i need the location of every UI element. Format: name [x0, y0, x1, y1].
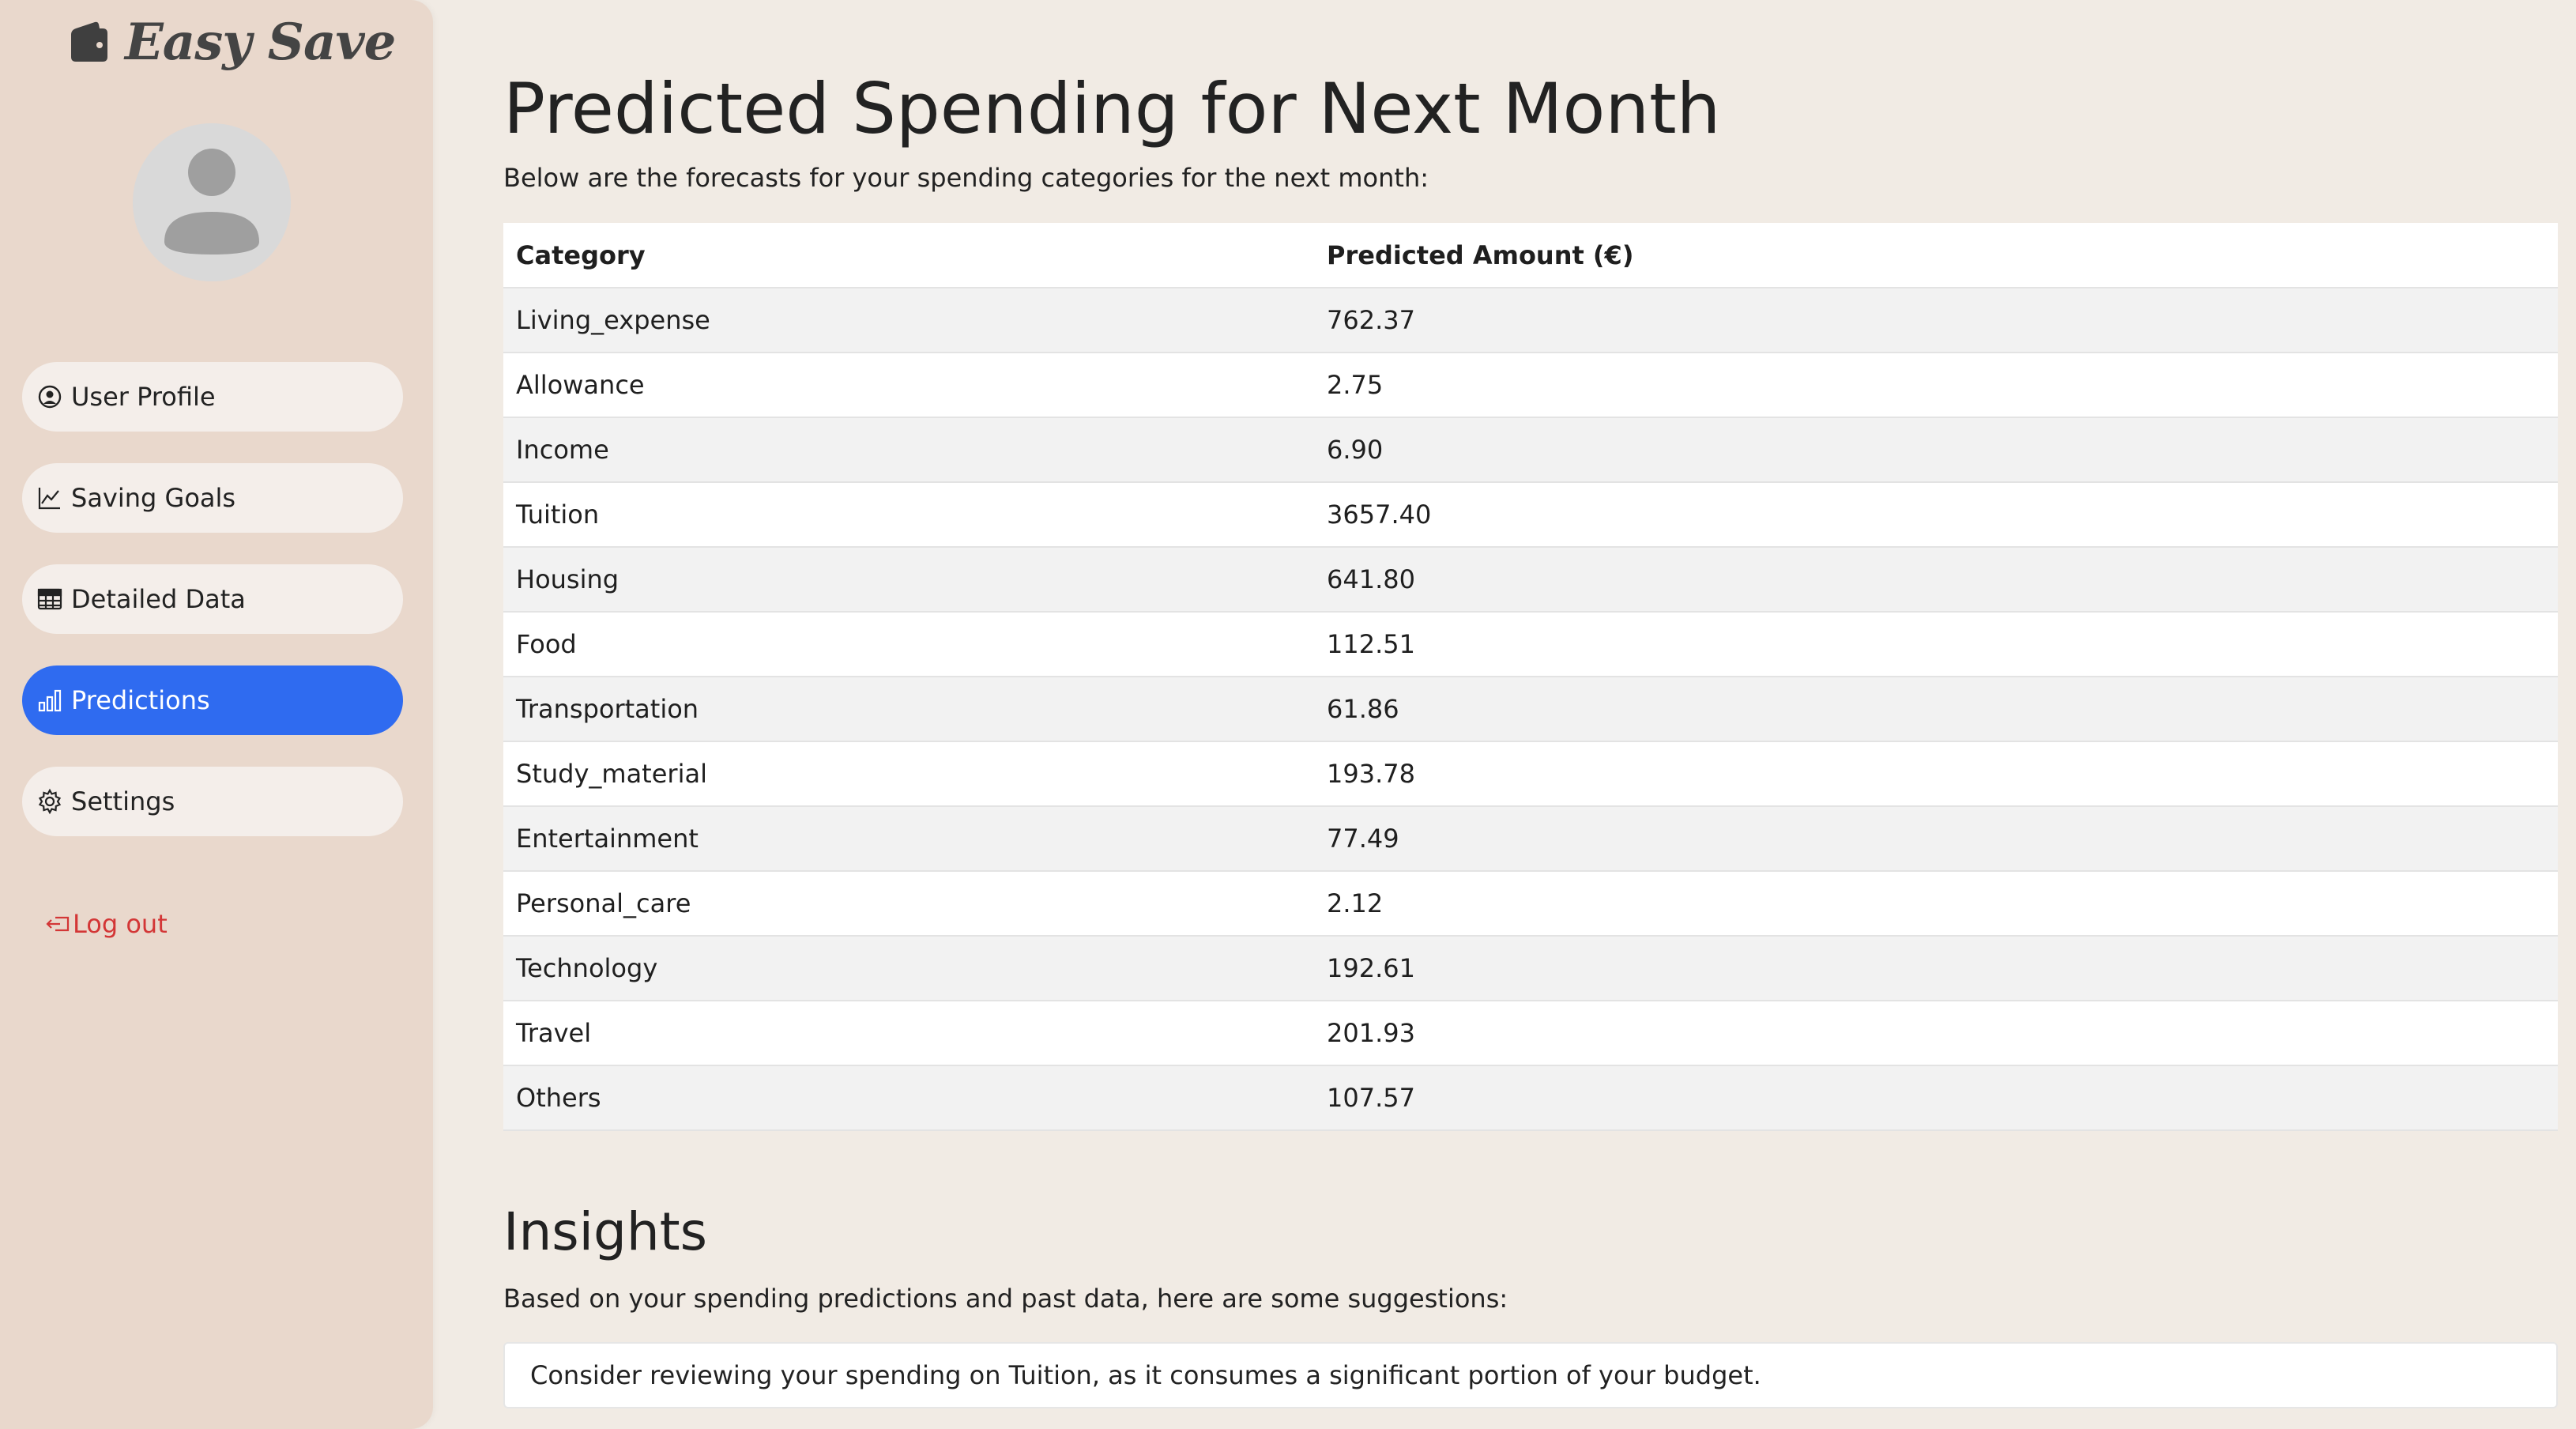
insights-title: Insights [503, 1201, 708, 1262]
cell-amount: 2.75 [1314, 353, 2558, 417]
sidebar-item-detailed-data[interactable] [22, 564, 403, 634]
cell-amount: 193.78 [1314, 741, 2558, 806]
table-row [503, 936, 2558, 1001]
table-row [503, 1065, 2558, 1130]
table-row [503, 482, 2558, 547]
table-row [503, 353, 2558, 417]
cell-amount: 762.37 [1314, 288, 2558, 353]
table-header-row [503, 223, 2558, 288]
cell-category: Others [503, 1065, 1314, 1130]
cell-category: Living_expense [503, 288, 1314, 353]
wallet-icon [63, 17, 114, 68]
cell-category: Income [503, 417, 1314, 482]
table-row [503, 741, 2558, 806]
cell-amount: 2.12 [1314, 871, 2558, 936]
table-row [503, 288, 2558, 353]
cell-category: Housing [503, 547, 1314, 612]
sidebar-item-user-profile[interactable] [22, 362, 403, 432]
insight-text: Consider reviewing your spending on Tuition, as it consumes a significant portion of your budget. [530, 1360, 1761, 1390]
cell-amount: 61.86 [1314, 677, 2558, 741]
brand-logo[interactable] [63, 13, 396, 72]
cell-category: Entertainment [503, 806, 1314, 871]
table-row [503, 677, 2558, 741]
logout-icon [44, 911, 71, 937]
cell-amount: 641.80 [1314, 547, 2558, 612]
cell-amount: 6.90 [1314, 417, 2558, 482]
sidebar-nav [22, 362, 403, 868]
insights-subtitle: Based on your spending predictions and past data, here are some suggestions: [503, 1284, 1508, 1314]
cell-category: Travel [503, 1001, 1314, 1065]
cell-amount: 192.61 [1314, 936, 2558, 1001]
cell-category: Tuition [503, 482, 1314, 547]
cell-amount: 112.51 [1314, 612, 2558, 677]
page-title: Predicted Spending for Next Month [503, 68, 1721, 149]
cell-amount: 201.93 [1314, 1001, 2558, 1065]
line-chart-icon [36, 485, 63, 511]
table-row [503, 612, 2558, 677]
sidebar-item-label: Predictions [71, 685, 210, 715]
user-circle-icon [36, 383, 63, 410]
cell-category: Food [503, 612, 1314, 677]
page-subtitle: Below are the forecasts for your spending categories for the next month: [503, 163, 1429, 193]
cell-category: Personal_care [503, 871, 1314, 936]
table-row [503, 417, 2558, 482]
cell-amount: 107.57 [1314, 1065, 2558, 1130]
sidebar-item-settings[interactable] [22, 767, 403, 836]
cell-category: Transportation [503, 677, 1314, 741]
cell-amount: 77.49 [1314, 806, 2558, 871]
sidebar-item-label: User Profile [71, 382, 216, 412]
bar-chart-icon [36, 687, 63, 714]
brand-name: Easy Save [125, 13, 396, 72]
sidebar-item-label: Detailed Data [71, 584, 246, 614]
avatar[interactable] [133, 123, 291, 281]
gear-icon [36, 788, 63, 815]
cell-amount: 3657.40 [1314, 482, 2558, 547]
cell-category: Technology [503, 936, 1314, 1001]
sidebar [0, 0, 433, 1429]
table-icon [36, 586, 63, 613]
cell-category: Study_material [503, 741, 1314, 806]
column-header-amount: Predicted Amount (€) [1314, 223, 2558, 288]
sidebar-item-label: Settings [71, 786, 175, 816]
table-row [503, 871, 2558, 936]
column-header-category: Category [503, 223, 1314, 288]
table-row [503, 547, 2558, 612]
predictions-table [503, 223, 2558, 1131]
user-avatar-icon [133, 123, 291, 281]
logout-button[interactable] [44, 909, 168, 939]
sidebar-item-predictions[interactable] [22, 665, 403, 735]
table-row [503, 806, 2558, 871]
logout-label: Log out [73, 909, 168, 939]
table-row [503, 1001, 2558, 1065]
sidebar-item-saving-goals[interactable] [22, 463, 403, 533]
insight-card [503, 1342, 2558, 1408]
sidebar-item-label: Saving Goals [71, 483, 236, 513]
cell-category: Allowance [503, 353, 1314, 417]
